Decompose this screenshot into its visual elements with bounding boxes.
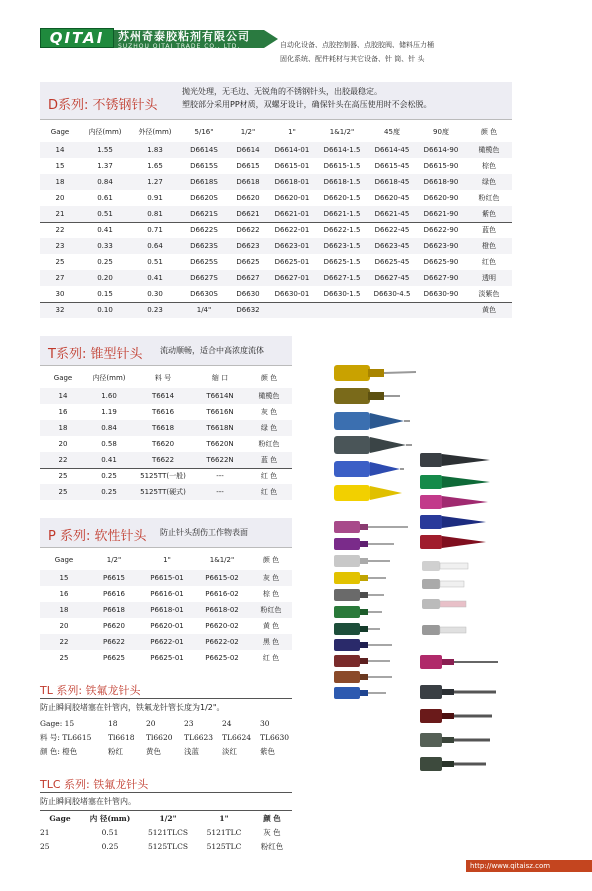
table-cell: 5125TLC <box>206 841 242 851</box>
table-cell: 18 <box>40 420 86 436</box>
table-cell: 5125TT(一般) <box>132 468 194 484</box>
table-cell: 橄榄色 <box>246 388 292 404</box>
table-cell: D6620-90 <box>416 190 466 206</box>
table-cell: 0.51 <box>130 254 180 270</box>
table-cell: 红 色 <box>246 468 292 484</box>
table-cell: 5121TLCS <box>148 827 188 837</box>
tlc-series-table <box>40 812 292 853</box>
t-series-row <box>40 436 292 452</box>
table-cell: D6618S <box>180 174 228 190</box>
tlc-series-desc: 防止瞬间胶堵塞在针管内。 <box>40 797 136 806</box>
tlc-series-col-header: 1" <box>219 814 229 823</box>
table-cell <box>368 302 416 318</box>
d-series-row <box>40 206 512 222</box>
table-cell: 25 <box>40 841 50 851</box>
table-cell: D6630S <box>180 286 228 302</box>
table-cell: T6616N <box>194 404 246 420</box>
table-cell: T6620N <box>194 436 246 452</box>
table-cell: 18 <box>40 602 88 618</box>
table-cell: 棕 色 <box>250 586 292 602</box>
table-cell: T6614 <box>132 388 194 404</box>
table-cell: D6621 <box>228 206 268 222</box>
table-cell: D6618-90 <box>416 174 466 190</box>
tlc-series-header-row <box>40 812 292 825</box>
table-cell: T6614N <box>194 388 246 404</box>
table-cell: 蓝 色 <box>246 452 292 468</box>
table-cell: D6625-01 <box>268 254 316 270</box>
t-series-col-header: 缩 口 <box>211 374 229 382</box>
table-cell: D6615-45 <box>368 158 416 174</box>
table-cell: P6616-02 <box>194 586 250 602</box>
t-series-col-header: 内径(mm) <box>92 374 126 382</box>
table-cell: 红色 <box>466 254 512 270</box>
table-cell: D6621S <box>180 206 228 222</box>
table-cell: D6625 <box>228 254 268 270</box>
table-cell: D6632 <box>228 302 268 318</box>
table-cell: P6620-02 <box>194 618 250 634</box>
table-cell: 0.64 <box>130 238 180 254</box>
table-cell: P6618-02 <box>194 602 250 618</box>
table-cell: 1.65 <box>130 158 180 174</box>
table-cell: P6622-01 <box>140 634 194 650</box>
table-cell: D6614-45 <box>368 142 416 158</box>
table-cell: P6618 <box>88 602 140 618</box>
t-series-row <box>40 404 292 420</box>
table-cell: D6623-45 <box>368 238 416 254</box>
d-series-col-header: 颜 色 <box>480 128 498 136</box>
needle-illustration <box>320 355 592 795</box>
table-cell: D6615S <box>180 158 228 174</box>
table-cell: P6622 <box>88 634 140 650</box>
table-cell: 0.25 <box>86 484 132 500</box>
needle-product-photos <box>320 355 592 795</box>
tlc-series-rule-2 <box>40 810 292 811</box>
d-series-col-header: 内径(mm) <box>88 128 122 136</box>
table-cell: 黄 色 <box>250 618 292 634</box>
table-cell: D6627 <box>228 270 268 286</box>
table-cell <box>268 302 316 318</box>
table-cell: D6620S <box>180 190 228 206</box>
table-cell: D6627-45 <box>368 270 416 286</box>
p-series-row <box>40 602 292 618</box>
table-cell: 0.51 <box>101 827 119 837</box>
table-cell: 0.20 <box>80 270 130 286</box>
table-cell: 料 号: TL6615 <box>40 732 92 742</box>
table-cell: 23 <box>40 238 80 254</box>
table-cell: 0.25 <box>80 254 130 270</box>
tl-series-row <box>40 744 292 758</box>
table-cell: TL6623 <box>184 732 214 742</box>
p-series-col-header: 1/2" <box>106 556 122 564</box>
d-series-col-header: 1&1/2" <box>329 128 355 136</box>
table-cell: P6615 <box>88 570 140 586</box>
table-cell: 15 <box>40 570 88 586</box>
table-cell: D6623-01 <box>268 238 316 254</box>
table-cell <box>416 302 466 318</box>
table-cell: 21 <box>40 827 50 837</box>
table-cell: D6620-45 <box>368 190 416 206</box>
table-cell: D6622-1.5 <box>316 222 368 238</box>
table-cell: 23 <box>184 718 194 728</box>
d-series-table <box>40 122 512 318</box>
tl-series-row <box>40 716 292 730</box>
t-series-row <box>40 388 292 404</box>
table-cell: D6625-1.5 <box>316 254 368 270</box>
company-logo: QITAI <box>40 28 114 48</box>
table-cell: 1.27 <box>130 174 180 190</box>
table-cell: 14 <box>40 142 80 158</box>
table-cell: P6620-01 <box>140 618 194 634</box>
table-cell: 粉红色 <box>246 436 292 452</box>
table-cell: 0.33 <box>80 238 130 254</box>
tlc-series-row <box>40 825 292 839</box>
table-cell: D6615-01 <box>268 158 316 174</box>
d-series-row <box>40 190 512 206</box>
d-series-banner <box>40 82 512 120</box>
table-cell: D6625-45 <box>368 254 416 270</box>
table-cell: 0.41 <box>80 222 130 238</box>
table-cell: 红 色 <box>246 484 292 500</box>
table-cell: D6627S <box>180 270 228 286</box>
table-cell: P6616 <box>88 586 140 602</box>
table-cell: Tl6618 <box>108 732 135 742</box>
table-cell: 黄色 <box>466 302 512 318</box>
t-series-desc: 流动顺畅，适合中高浓度流体 <box>160 346 264 355</box>
table-cell: T6620 <box>132 436 194 452</box>
table-cell: P6615-01 <box>140 570 194 586</box>
d-series-row <box>40 270 512 286</box>
table-cell: D6622-01 <box>268 222 316 238</box>
table-cell: D6614-90 <box>416 142 466 158</box>
table-cell: 14 <box>40 388 86 404</box>
table-cell: 25 <box>40 484 86 500</box>
table-cell: 16 <box>40 404 86 420</box>
table-cell: P6620 <box>88 618 140 634</box>
table-cell: 5125TT(硬式) <box>132 484 194 500</box>
table-cell: P6622-02 <box>194 634 250 650</box>
table-cell: T6622N <box>194 452 246 468</box>
d-series-row <box>40 158 512 174</box>
d-series-row <box>40 286 512 302</box>
table-cell: D6620-01 <box>268 190 316 206</box>
table-cell: 1.55 <box>80 142 130 158</box>
p-series-col-header: 1&1/2" <box>209 556 235 564</box>
d-series-desc-2: 塑胶部分采用PP材质，双螺牙设计，确保针头在高压使用时不会松脱。 <box>182 100 432 109</box>
table-cell: T6618 <box>132 420 194 436</box>
table-cell: 黄色 <box>146 746 161 756</box>
table-cell: 淡红 <box>222 746 237 756</box>
table-cell: 27 <box>40 270 80 286</box>
table-cell: D6622S <box>180 222 228 238</box>
table-cell: 0.81 <box>130 206 180 222</box>
table-cell: 粉红色 <box>466 190 512 206</box>
d-series-col-header: 1/2" <box>240 128 256 136</box>
t-series-header-row <box>40 368 292 388</box>
table-cell: 0.23 <box>130 302 180 318</box>
table-cell: D6625-90 <box>416 254 466 270</box>
d-series-col-header: Gage <box>50 128 70 136</box>
d-series-row <box>40 174 512 190</box>
t-series-row <box>40 468 292 484</box>
t-series-row <box>40 452 292 468</box>
table-cell: 1/4" <box>180 302 228 318</box>
table-cell: 0.41 <box>86 452 132 468</box>
t-series-row <box>40 484 292 500</box>
table-cell: T6616 <box>132 404 194 420</box>
table-cell: 0.58 <box>86 436 132 452</box>
table-cell: 灰 色 <box>246 404 292 420</box>
table-cell: 21 <box>40 206 80 222</box>
table-cell: 淡紫色 <box>466 286 512 302</box>
table-cell: D6625S <box>180 254 228 270</box>
d-series-row <box>40 142 512 158</box>
table-cell <box>316 302 368 318</box>
table-cell: 0.91 <box>130 190 180 206</box>
p-series-row <box>40 618 292 634</box>
table-cell: D6621-90 <box>416 206 466 222</box>
p-series-header-row <box>40 550 292 570</box>
table-cell: 0.61 <box>80 190 130 206</box>
tlc-series-rule <box>40 792 292 793</box>
table-cell: D6622-45 <box>368 222 416 238</box>
website-link[interactable]: http://www.qitaisz.com <box>470 862 551 870</box>
table-cell: TL6630 <box>260 732 290 742</box>
table-cell: 灰 色 <box>263 827 281 837</box>
table-cell: 32 <box>40 302 80 318</box>
d-series-row <box>40 254 512 270</box>
p-series-row <box>40 586 292 602</box>
table-cell: D6620-1.5 <box>316 190 368 206</box>
company-name-cn: 苏州奇泰胶粘剂有限公司 <box>118 30 250 43</box>
table-cell: D6615-90 <box>416 158 466 174</box>
p-series-desc: 防止针头刮伤工作物表面 <box>160 528 248 537</box>
table-cell: 粉红 <box>108 746 123 756</box>
d-series-row <box>40 302 512 318</box>
table-cell: D6630-1.5 <box>316 286 368 302</box>
table-cell: 22 <box>40 452 86 468</box>
d-series-desc-1: 抛光处理，无毛边、无锐角的不锈钢针头，出胶最稳定。 <box>182 87 382 96</box>
t-series-row <box>40 420 292 436</box>
table-cell: 黑 色 <box>250 634 292 650</box>
table-cell: --- <box>194 484 246 500</box>
table-cell: 22 <box>40 222 80 238</box>
t-series-col-header: Gage <box>53 374 73 382</box>
p-series-table <box>40 550 292 666</box>
table-cell: D6630-4.5 <box>368 286 416 302</box>
d-series-col-header: 5/16" <box>194 128 214 136</box>
table-cell: 25 <box>40 468 86 484</box>
table-cell: 浅蓝 <box>184 746 199 756</box>
table-cell: D6614S <box>180 142 228 158</box>
table-cell: D6622 <box>228 222 268 238</box>
table-cell: 30 <box>260 718 270 728</box>
table-cell: 0.25 <box>86 468 132 484</box>
table-cell: D6623 <box>228 238 268 254</box>
header-tagline-1: 自动化设备、点胶控制器、点胶胶阀、储料压力桶 <box>280 41 434 49</box>
table-cell: 灰 色 <box>250 570 292 586</box>
table-cell: 24 <box>222 718 232 728</box>
tlc-series-col-header: 内 径(mm) <box>89 814 131 823</box>
table-cell: 0.84 <box>80 174 130 190</box>
table-cell: 粉红色 <box>250 602 292 618</box>
t-series-table <box>40 368 292 500</box>
table-cell: D6618-01 <box>268 174 316 190</box>
table-cell: P6625-01 <box>140 650 194 666</box>
table-cell: 25 <box>40 650 88 666</box>
table-cell: 30 <box>40 286 80 302</box>
t-series-col-header: 料 号 <box>154 374 172 382</box>
t-series-col-header: 颜 色 <box>260 374 278 382</box>
table-cell: D6630 <box>228 286 268 302</box>
table-cell: 20 <box>146 718 156 728</box>
company-name-en: SUZHOU QITAI TRADE CO., LTD. <box>118 43 241 50</box>
header-tagline-2: 固化系统、配件耗材与其它设备、针 筒、针 头 <box>280 55 425 63</box>
table-cell: P6616-01 <box>140 586 194 602</box>
table-cell: 绿色 <box>466 174 512 190</box>
table-cell: D6614-1.5 <box>316 142 368 158</box>
tlc-series-title: TLC 系列: 铁氟龙针头 <box>40 778 149 791</box>
table-cell: 紫色 <box>466 206 512 222</box>
table-cell: D6627-01 <box>268 270 316 286</box>
table-cell: D6615 <box>228 158 268 174</box>
d-series-col-header: 1" <box>288 128 296 136</box>
p-series-row <box>40 634 292 650</box>
tl-series-row <box>40 730 292 744</box>
table-cell: D6622-90 <box>416 222 466 238</box>
table-cell: 0.84 <box>86 420 132 436</box>
d-series-col-header: 45度 <box>384 128 400 136</box>
table-cell: 15 <box>40 158 80 174</box>
tlc-series-row <box>40 839 292 853</box>
d-series-title: D系列: 不锈钢针头 <box>48 98 158 113</box>
d-series-col-header: 90度 <box>433 128 449 136</box>
table-cell: 绿 色 <box>246 420 292 436</box>
table-cell: 紫色 <box>260 746 275 756</box>
table-cell: 红 色 <box>250 650 292 666</box>
table-cell: 1.19 <box>86 404 132 420</box>
table-cell: D6627-1.5 <box>316 270 368 286</box>
table-cell: 颜 色: 橙色 <box>40 746 78 756</box>
table-cell: Tl6620 <box>146 732 173 742</box>
table-cell: D6627-90 <box>416 270 466 286</box>
d-series-row <box>40 238 512 254</box>
tlc-series-col-header: 颜 色 <box>263 814 281 823</box>
d-series-col-header: 外径(mm) <box>138 128 172 136</box>
table-cell: 0.71 <box>130 222 180 238</box>
table-cell: D6620 <box>228 190 268 206</box>
table-cell: D6618 <box>228 174 268 190</box>
tlc-series-col-header: Gage <box>49 814 71 823</box>
table-cell: --- <box>194 468 246 484</box>
table-cell: 透明 <box>466 270 512 286</box>
t-series-banner <box>40 336 292 366</box>
p-series-row <box>40 650 292 666</box>
table-cell: 5121TLC <box>206 827 242 837</box>
table-cell: 1.37 <box>80 158 130 174</box>
table-cell: 0.15 <box>80 286 130 302</box>
table-cell: 18 <box>108 718 118 728</box>
table-cell: D6618-45 <box>368 174 416 190</box>
table-cell: P6625 <box>88 650 140 666</box>
table-cell: D6623-90 <box>416 238 466 254</box>
page-header <box>0 0 592 66</box>
table-cell: 粉红色 <box>260 841 284 851</box>
table-cell: 1.60 <box>86 388 132 404</box>
table-cell: 蓝色 <box>466 222 512 238</box>
d-needle-group <box>334 365 416 699</box>
table-cell: T6618N <box>194 420 246 436</box>
table-cell: D6621-45 <box>368 206 416 222</box>
d-series-header-row <box>40 122 512 142</box>
p-series-title: P 系列: 软性针头 <box>48 529 147 544</box>
tl-series-table <box>40 716 292 758</box>
p-series-col-header: 颜 色 <box>262 556 280 564</box>
table-cell: D6615-1.5 <box>316 158 368 174</box>
table-cell: D6618-1.5 <box>316 174 368 190</box>
tl-series-rule <box>40 698 292 699</box>
company-band-arrow <box>264 30 278 48</box>
table-cell: 橙色 <box>466 238 512 254</box>
t-series-title: T系列: 锥型针头 <box>48 347 143 362</box>
table-cell: D6621-1.5 <box>316 206 368 222</box>
table-cell: 5125TLCS <box>148 841 188 851</box>
table-cell: D6614 <box>228 142 268 158</box>
table-cell: 20 <box>40 618 88 634</box>
table-cell: TL6624 <box>222 732 252 742</box>
table-cell: D6623S <box>180 238 228 254</box>
table-cell: D6623-1.5 <box>316 238 368 254</box>
table-cell: 25 <box>40 254 80 270</box>
table-cell: 0.25 <box>101 841 119 851</box>
table-cell: D6614-01 <box>268 142 316 158</box>
table-cell: 0.51 <box>80 206 130 222</box>
table-cell: 16 <box>40 586 88 602</box>
p-series-row <box>40 570 292 586</box>
table-cell: P6615-02 <box>194 570 250 586</box>
table-cell: 18 <box>40 174 80 190</box>
table-cell: Gage: 15 <box>40 718 75 728</box>
table-cell: P6625-02 <box>194 650 250 666</box>
table-cell: P6618-01 <box>140 602 194 618</box>
t-needle-group <box>420 453 498 771</box>
tlc-series-col-header: 1/2" <box>159 814 177 823</box>
table-cell: 棕色 <box>466 158 512 174</box>
table-cell: 橄榄色 <box>466 142 512 158</box>
table-cell: 0.30 <box>130 286 180 302</box>
d-series-row <box>40 222 512 238</box>
table-cell: T6622 <box>132 452 194 468</box>
table-cell: 20 <box>40 190 80 206</box>
p-series-banner <box>40 518 292 548</box>
tl-series-title: TL 系列: 铁氟龙针头 <box>40 684 141 697</box>
table-cell: 0.10 <box>80 302 130 318</box>
table-cell: 22 <box>40 634 88 650</box>
tl-series-desc: 防止瞬间胶堵塞在针管内，铁氟龙针管长度为1/2"。 <box>40 703 225 712</box>
table-cell: D6621-01 <box>268 206 316 222</box>
table-cell: 20 <box>40 436 86 452</box>
table-cell: D6630-01 <box>268 286 316 302</box>
table-cell: 1.83 <box>130 142 180 158</box>
table-cell: 0.41 <box>130 270 180 286</box>
table-cell: D6630-90 <box>416 286 466 302</box>
p-series-col-header: Gage <box>54 556 74 564</box>
p-series-col-header: 1" <box>163 556 171 564</box>
